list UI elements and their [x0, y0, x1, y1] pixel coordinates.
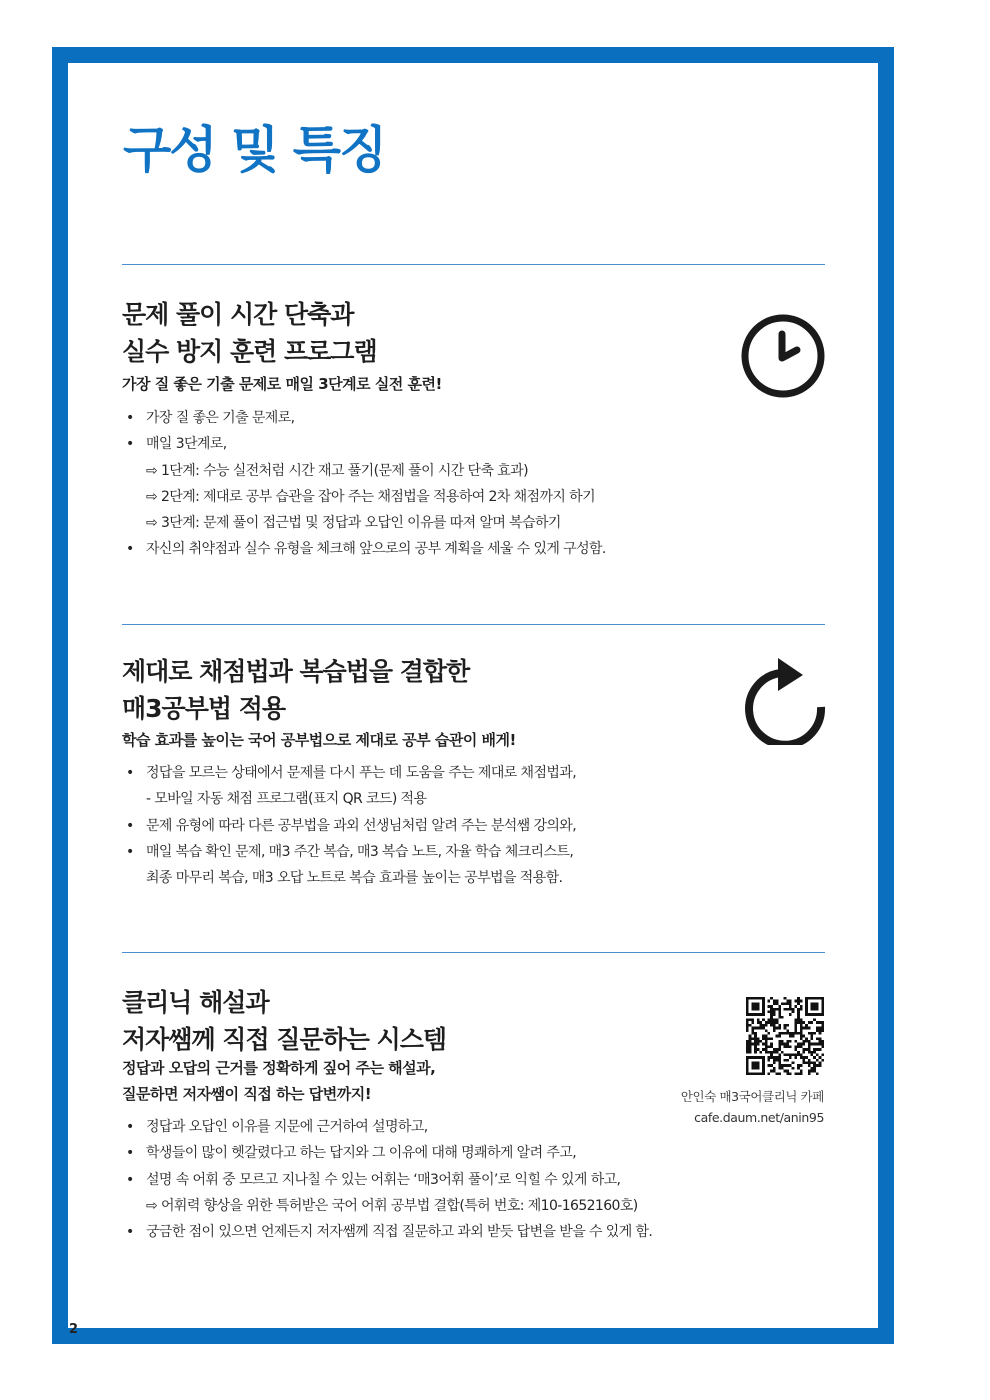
list-item: • 가장 질 좋은 기출 문제로,: [122, 405, 606, 431]
list-subitem: ⇨ 2단계: 제대로 공부 습관을 잡아 주는 채점법을 적용하여 2차 채점까지 하기: [146, 488, 596, 505]
section-3-title-line: 저자쌤께 직접 질문하는 시스템: [122, 1025, 447, 1054]
list-subitem: - 모바일 자동 채점 프로그램(표지 QR 코드) 적용: [146, 791, 427, 808]
page-title: 구성 및 특징: [123, 121, 386, 179]
section-2-subtitle-line: 학습 효과를 높이는 국어 공부법으로 제대로 공부 습관이 배게!: [122, 731, 516, 749]
section-3-list: [122, 1114, 652, 1245]
section-2-title-line: 제대로 채점법과 복습법을 결합한: [122, 657, 470, 686]
section-1-title-line: 문제 풀이 시간 단축과: [122, 300, 354, 329]
section-3-title-line: 클리닉 해설과: [122, 988, 269, 1017]
section-2-title-line: 매3공부법 적용: [122, 694, 285, 723]
qr-caption-cafe-name: 안인숙 매3국어클리닉 카페: [680, 1089, 824, 1104]
section-divider: [122, 624, 825, 625]
section-2-subtitle: [122, 727, 516, 753]
section-1-title-line: 실수 방지 훈련 프로그램: [122, 337, 377, 366]
refresh-icon: [745, 651, 831, 745]
list-item: • 설명 속 어휘 중 모르고 지나칠 수 있는 어휘는 ‘매3어휘 풀이’로 익힐 수 있게 하고,: [122, 1167, 652, 1193]
section-3-subtitle-line: 질문하면 저자쌤이 직접 하는 답변까지!: [122, 1085, 372, 1103]
section-1-subtitle: [122, 371, 442, 397]
list-subitem: 최종 마무리 복습, 매3 오답 노트로 복습 효과를 높이는 공부법을 적용함.: [146, 870, 563, 887]
list-item: • 학생들이 많이 헷갈렸다고 하는 답지와 그 이유에 대해 명쾌하게 알려 주고,: [122, 1140, 652, 1166]
section-3-title: [122, 984, 446, 1058]
list-item: • 자신의 취약점과 실수 유형을 체크해 앞으로의 공부 계획을 세울 수 있게 구성함.: [122, 536, 606, 562]
section-2-list: [122, 760, 576, 891]
list-subitem: ⇨ 1단계: 수능 실전처럼 시간 재고 풀기(문제 풀이 시간 단축 효과): [146, 462, 528, 479]
section-2-title: [122, 653, 469, 727]
list-item: • 정답을 모르는 상태에서 문제를 다시 푸는 데 도움을 주는 제대로 채점법과,: [122, 760, 576, 786]
qr-code-icon[interactable]: [746, 997, 824, 1075]
section-divider: [122, 264, 825, 265]
section-divider: [122, 952, 825, 953]
qr-caption: [681, 1086, 824, 1128]
section-3-subtitle: [122, 1055, 435, 1107]
list-item: • 매일 3단계로,: [122, 431, 606, 457]
qr-caption-url[interactable]: cafe.daum.net/anin95: [694, 1110, 824, 1125]
list-subitem: ⇨ 3단계: 문제 풀이 접근법 및 정답과 오답인 이유를 따져 알며 복습하기: [146, 515, 561, 532]
section-1-list: [122, 405, 606, 563]
list-item: • 매일 복습 확인 문제, 매3 주간 복습, 매3 복습 노트, 자율 학습 체크리스트,: [122, 839, 576, 865]
page-number: 2: [69, 1322, 79, 1337]
list-item: • 정답과 오답인 이유를 지문에 근거하여 설명하고,: [122, 1114, 652, 1140]
list-subitem: ⇨ 어휘력 향상을 위한 특허받은 국어 어휘 공부법 결합(특허 번호: 제10-1652160호): [146, 1197, 638, 1214]
list-item: • 궁금한 점이 있으면 언제든지 저자쌤께 직접 질문하고 과외 받듯 답변을 받을 수 있게 함.: [122, 1219, 652, 1245]
section-1-title: [122, 296, 377, 370]
list-item: • 문제 유형에 따라 다른 공부법을 과외 선생님처럼 알려 주는 분석쌤 강의와,: [122, 813, 576, 839]
section-3-subtitle-line: 정답과 오답의 근거를 정확하게 짚어 주는 해설과,: [122, 1059, 436, 1077]
clock-icon: [739, 312, 827, 400]
section-1-subtitle-line: 가장 질 좋은 기출 문제로 매일 3단계로 실전 훈련!: [122, 375, 442, 393]
